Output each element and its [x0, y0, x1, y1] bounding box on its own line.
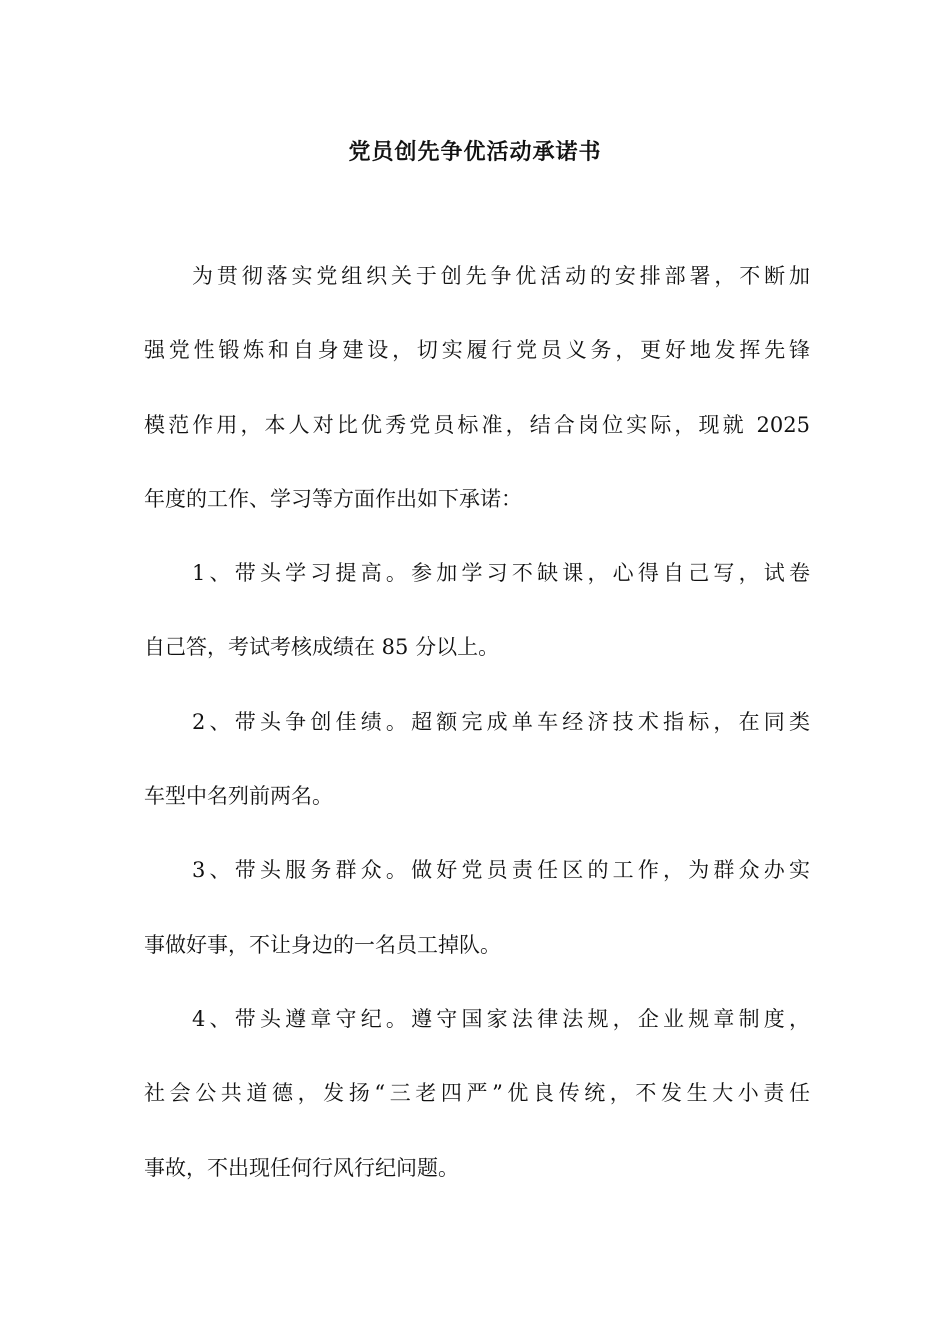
body-line: 强党性锻炼和自身建设，切实履行党员义务，更好地发挥先锋: [144, 338, 810, 363]
body-line: 社会公共道德，发扬“三老四严”优良传统，不发生大小责任: [144, 1081, 810, 1106]
body-line: 4、带头遵章守纪。遵守国家法律法规，企业规章制度，: [192, 1006, 810, 1031]
body-line: 3、带头服务群众。做好党员责任区的工作，为群众办实: [192, 858, 810, 883]
body-line: 事做好事，不让身边的一名员工掉队。: [144, 932, 501, 957]
body-line: 事故，不出现任何行风行纪问题。: [144, 1155, 459, 1180]
body-line: 2、带头争创佳绩。超额完成单车经济技术指标，在同类: [192, 709, 810, 734]
body-line: 1、带头学习提高。参加学习不缺课，心得自己写，试卷: [192, 561, 810, 586]
body-line: 为贯彻落实党组织关于创先争优活动的安排部署，不断加: [192, 264, 810, 288]
body-line: 模范作用，本人对比优秀党员标准，结合岗位实际，现就 2025: [144, 412, 810, 437]
document-title: 党员创先争优活动承诺书: [348, 139, 602, 165]
body-line: 年度的工作、学习等方面作出如下承诺：: [144, 486, 522, 511]
document-body: [144, 256, 810, 1222]
body-line: 车型中名列前两名。: [144, 784, 333, 809]
body-line: 自己答，考试考核成绩在 85 分以上。: [144, 635, 500, 660]
